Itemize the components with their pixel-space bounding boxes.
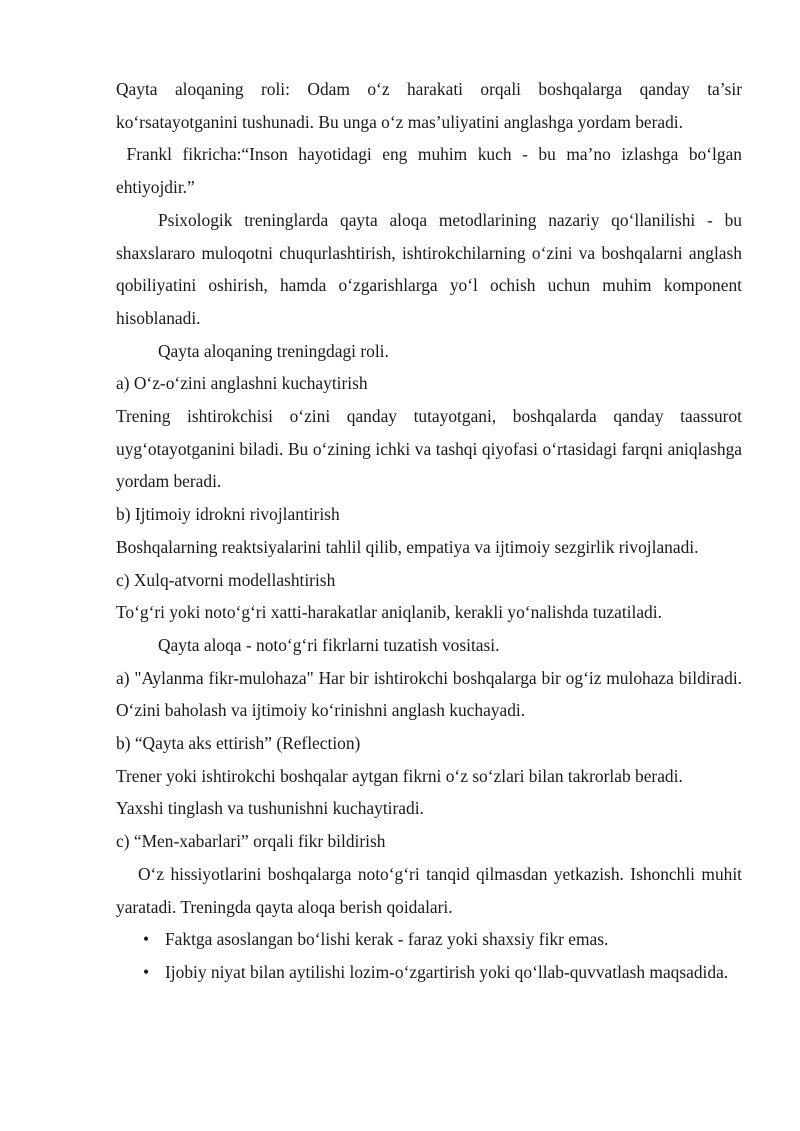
- paragraph-behavior-modeling: To‘g‘ri yoki noto‘g‘ri xatti-harakatlar aniqlanib, kerakli yo‘nalishda tuzatiladi.: [116, 602, 662, 623]
- item-a-self-awareness: a) O‘z-o‘zini anglashni kuchaytirish: [116, 373, 368, 394]
- heading-feedback-correction: Qayta aloqa - noto‘g‘ri fikrlarni tuzatish vositasi.: [158, 634, 500, 655]
- bullet-icon: •: [143, 961, 150, 982]
- paragraph-reflection-1: Trener yoki ishtirokchi boshqalar aytgan fikrni o‘z so‘zlari bilan takrorlab beradi.: [116, 765, 683, 786]
- paragraph-frankl-quote: Frankl fikricha:“Inson hayotidagi eng muhim kuch - bu ma’no izlashga bo‘lgan ehtiyojdir.”: [116, 144, 747, 198]
- paragraph-reflection-2: Yaxshi tinglash va tushunishni kuchaytiradi.: [116, 798, 424, 819]
- list-item-text: Ijobiy niyat bilan aytilishi lozim-o‘zgartirish yoki qo‘llab-quvvatlash maqsadida.: [165, 961, 729, 982]
- bullet-icon: •: [143, 929, 150, 950]
- list-item: [116, 923, 742, 956]
- item-a-circular-feedback: a) "Aylanma fikr-mulohaza" Har bir ishtirokchi boshqalarga bir og‘iz mulohaza bildiradi. O‘zini baholash va ijtimoiy ko‘rinishni anglash kuchayadi.: [116, 667, 742, 721]
- list-item: [116, 956, 742, 989]
- paragraph-i-messages: O‘z hissiyotlarini boshqalarga noto‘g‘ri tanqid qilmasdan yetkazish. Ishonchli muhit yaratadi. Treningda qayta aloqa berish qoidalari.: [116, 863, 742, 917]
- document-body: [116, 73, 747, 989]
- item-b-reflection: b) “Qayta aks ettirish” (Reflection): [116, 733, 361, 754]
- item-b-social-perception: b) Ijtimoiy idrokni rivojlantirish: [116, 504, 340, 525]
- paragraph-psychological-trainings: Psixologik treninglarda qayta aloqa metodlarining nazariy qo‘llanilishi - bu shaxslararo muloqotni chuqurlashtirish, ishtirokchilarning o‘zini va boshqalarni anglash qobiliyatini oshirish, hamda o‘zgarishlarga yo‘l ochish uchun muhim komponent hisoblanadi.: [116, 209, 742, 328]
- heading-feedback-in-training: Qayta aloqaning treningdagi roli.: [158, 340, 389, 361]
- list-item-text: Faktga asoslangan bo‘lishi kerak - faraz yoki shaxsiy fikr emas.: [165, 929, 609, 950]
- item-c-i-messages: c) “Men-xabarlari” orqali fikr bildirish: [116, 831, 386, 852]
- paragraph-self-awareness: Trening ishtirokchisi o‘zini qanday tutayotgani, boshqalarda qanday taassurot uyg‘otayotganini biladi. Bu o‘zining ichki va tashqi qiyofasi o‘rtasidagi farqni aniqlashga yordam beradi.: [116, 406, 742, 492]
- item-c-behavior-modeling: c) Xulq-atvorni modellashtirish: [116, 569, 336, 590]
- paragraph-feedback-role: Qayta aloqaning roli: Odam o‘z harakati orqali boshqalarga qanday ta’sir ko‘rsatayotganini tushunadi. Bu unga o‘z mas’uliyatini anglashga yordam beradi.: [116, 79, 742, 132]
- rules-list: [116, 923, 742, 988]
- paragraph-social-perception: Boshqalarning reaktsiyalarini tahlil qilib, empatiya va ijtimoiy sezgirlik rivojlanadi.: [116, 536, 699, 557]
